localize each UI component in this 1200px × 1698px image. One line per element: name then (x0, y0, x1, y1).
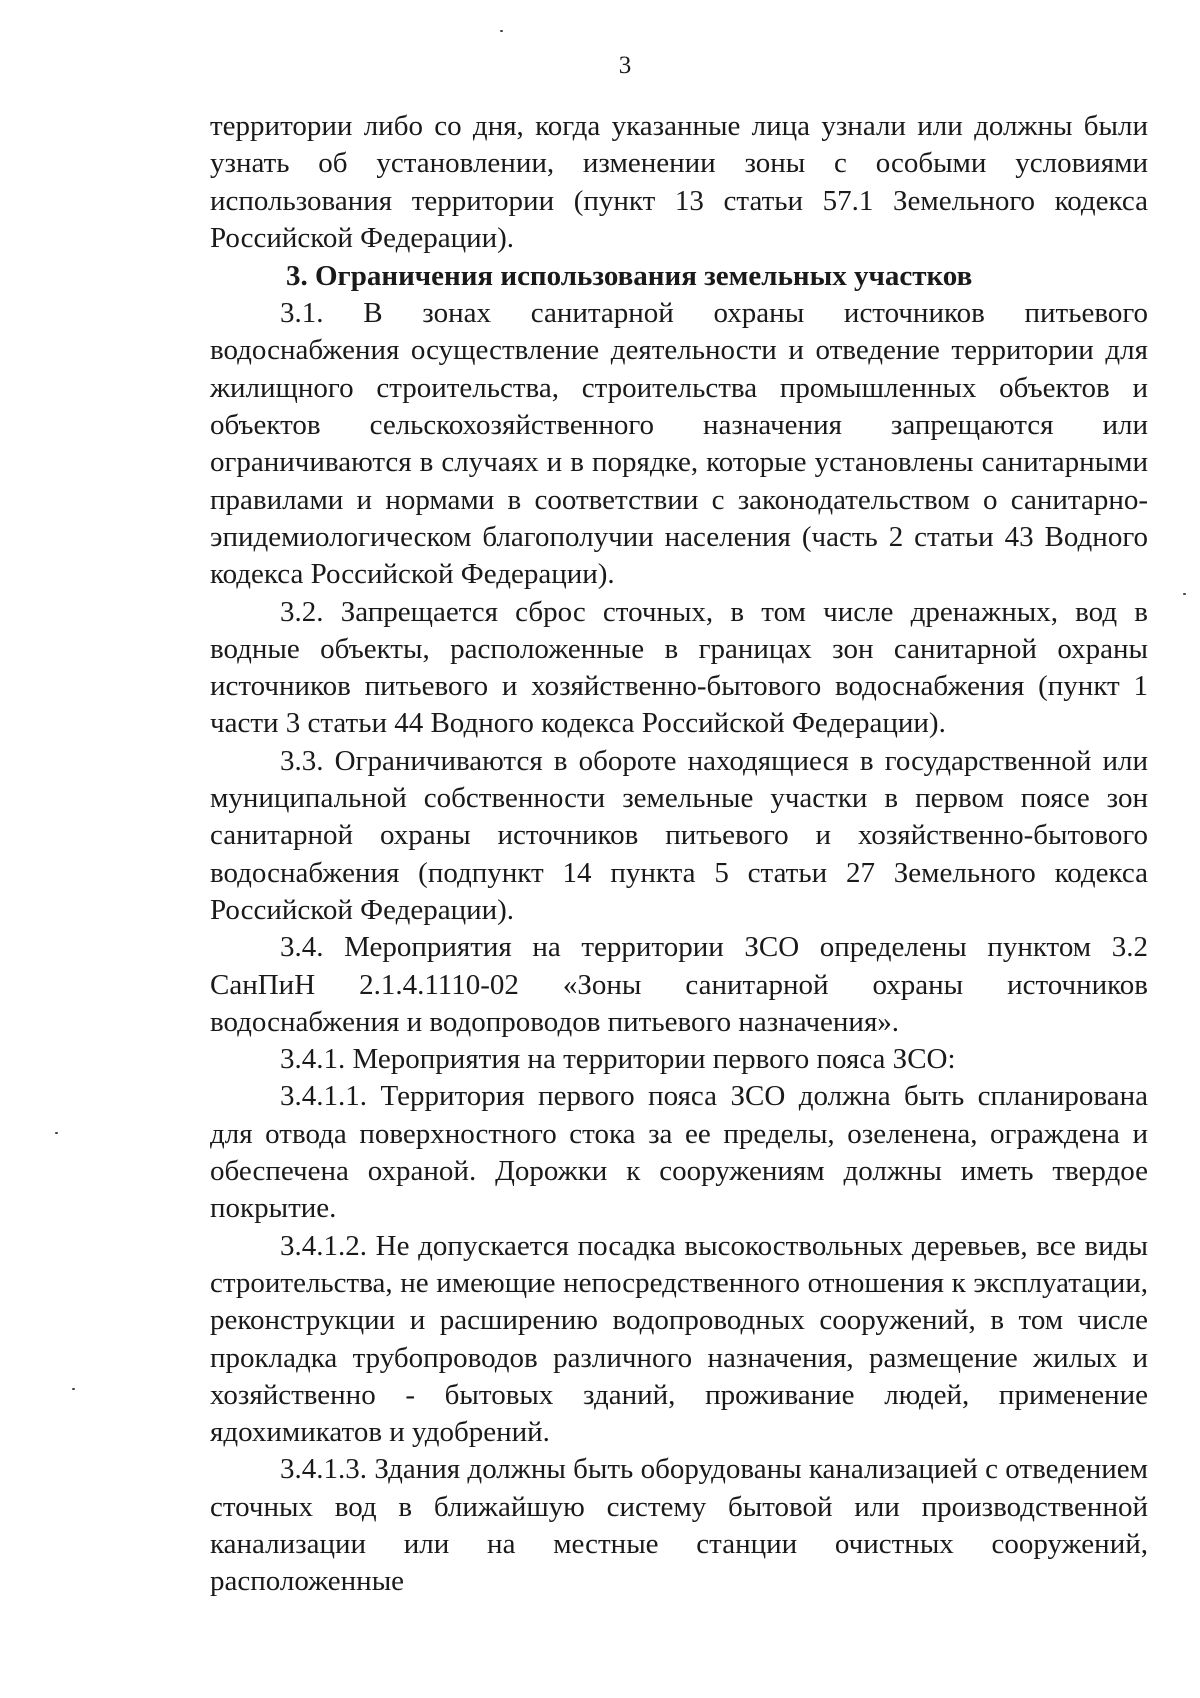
paragraph-3-4-1-1: 3.4.1.1. Территория первого пояса ЗСО должна быть спланирована для отвода поверхностного стока за ее пределы, озеленена, ограждена и обеспечена охраной. Дорожки к сооружениям должны иметь твердое покрытие. (210, 1080, 1148, 1225)
paragraph-3-4-1: 3.4.1. Мероприятия на территории первого пояса ЗСО: (280, 1043, 956, 1076)
paragraph-3-2: 3.2. Запрещается сброс сточных, в том числе дренажных, вод в водные объекты, расположенные в границах зон санитарной охраны источников питьевого и хозяйственно-бытового водоснабжения (пункт 1 части 3 статьи 44 Водного кодекса Российской Федерации). (210, 595, 1148, 740)
scan-speck (55, 1132, 58, 1134)
paragraph-3-4: 3.4. Мероприятия на территории ЗСО определены пунктом 3.2 СанПиН 2.1.4.1110-02 «Зоны санитарной охраны источников водоснабжения и водопроводов питьевого назначения». (210, 931, 1148, 1038)
scan-speck (500, 30, 503, 32)
section-heading: 3. Ограничения использования земельных участков (286, 260, 973, 293)
scan-speck (72, 1388, 75, 1390)
continuation-paragraph: территории либо со дня, когда указанные лица узнали или должны были узнать об установлении, изменении зоны с особыми условиями использования территории (пункт 13 статьи 57.1 Земельного кодекса Российской Федерации). (210, 110, 1148, 254)
page-number: 3 (618, 52, 632, 79)
scan-speck (1183, 593, 1186, 595)
paragraph-3-4-1-3: 3.4.1.3. Здания должны быть оборудованы канализацией с отведением сточных вод в ближайшую систему бытовой или производственной канализации или на местные станции очистных сооружений, расположенные (210, 1453, 1148, 1598)
paragraph-3-3: 3.3. Ограничиваются в обороте находящиеся в государственной или муниципальной собственности земельные участки в первом поясе зон санитарной охраны источников питьевого и хозяйственно-бытового водоснабжения (подпункт 14 пункта 5 статьи 27 Земельного кодекса Российской Федерации). (210, 744, 1148, 926)
paragraph-3-1: 3.1. В зонах санитарной охраны источников питьевого водоснабжения осуществление деятельности и отведение территории для жилищного строительства, строительства промышленных объектов и объектов сельскохозяйственного назначения запрещаются или ограничиваются в случаях и в порядке, которые установлены санитарными правилами и нормами в соответствии с законодательством о санитарно-эпидемиологическом благополучии населения (часть 2 статьи 43 Водного кодекса Российской Федерации). (210, 297, 1148, 591)
paragraph-3-4-1-2: 3.4.1.2. Не допускается посадка высокоствольных деревьев, все виды строительства, не имеющие непосредственного отношения к эксплуатации, реконструкции и расширению водопроводных сооружений, в том числе прокладка трубопроводов различного назначения, размещение жилых и хозяйственно - бытовых зданий, проживание людей, применение ядохимикатов и удобрений. (210, 1229, 1148, 1449)
document-body (210, 108, 1148, 1601)
